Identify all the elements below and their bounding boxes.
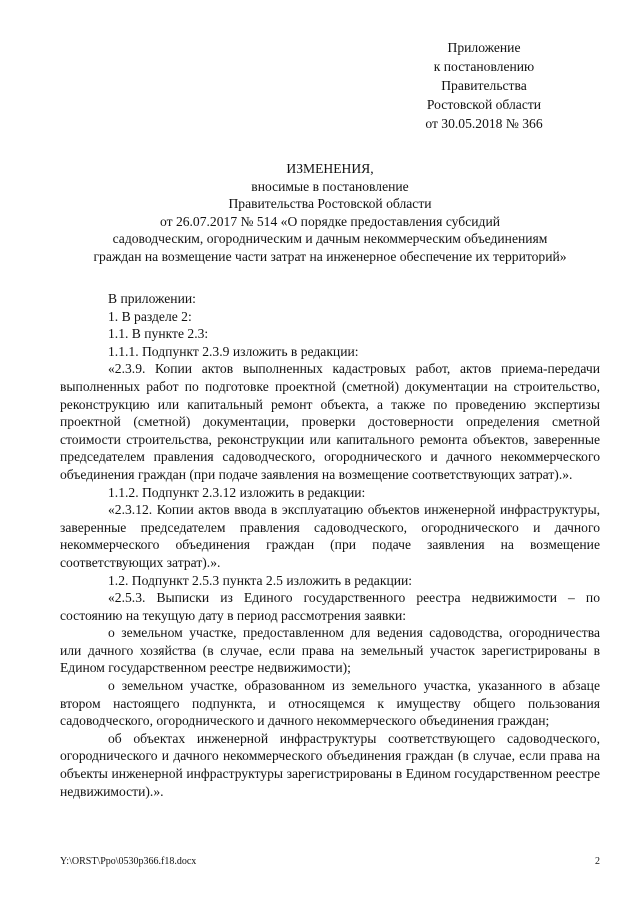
body-paragraph: В приложении: xyxy=(108,291,196,306)
body-paragraph: 1.1.1. Подпункт 2.3.9 изложить в редакции: xyxy=(108,343,359,359)
appendix-line: Приложение xyxy=(447,40,521,55)
title-line: Правительства Ростовской области xyxy=(228,196,432,212)
body-paragraph: 1.1.2. Подпункт 2.3.12 изложить в редакции: xyxy=(108,484,366,500)
title-line: вносимые в постановление xyxy=(251,178,409,194)
title-line: от 26.07.2017 № 514 «О порядке предоставления субсидий xyxy=(159,213,500,229)
body-paragraph: об объектах инженерной инфраструктуры соответствующего садоводческого, огороднического и дачного некоммерческого объединения граждан (в случае, если права на объекты инженерной инфраструктуры зарегистрированы в Едином государственном реестре недвижимости).». xyxy=(60,730,600,799)
title-heading: ИЗМЕНЕНИЯ, xyxy=(286,161,374,176)
body-paragraph: 1.2. Подпункт 2.5.3 пункта 2.5 изложить в редакции: xyxy=(108,572,413,588)
document-title xyxy=(60,160,600,266)
body-paragraph: 1. В разделе 2: xyxy=(108,308,192,324)
appendix-header xyxy=(404,38,564,133)
appendix-line: Правительства xyxy=(441,78,527,93)
appendix-line: от 30.05.2018 № 366 xyxy=(425,116,543,131)
title-line: садоводческим, огородническим и дачным некоммерческим объединениям xyxy=(112,231,548,247)
file-path: Y:\ORST\Ppo\0530p366.f18.docx xyxy=(60,856,197,867)
body-paragraph: 1.1. В пункте 2.3: xyxy=(108,326,209,342)
appendix-line: к постановлению xyxy=(433,59,535,74)
body-paragraph: «2.5.3. Выписки из Единого государственного реестра недвижимости – по состоянию на текущую дату в период рассмотрения заявки: xyxy=(60,590,600,623)
appendix-line: Ростовской области xyxy=(426,97,542,112)
body-paragraph: «2.3.12. Копии актов ввода в эксплуатацию объектов инженерной инфраструктуры, заверенные председателем правления садоводческого, огороднического и дачного некоммерческого объединения граждан (при подаче заявления на возмещение соответствующих затрат).». xyxy=(60,502,600,570)
document-body xyxy=(60,290,600,800)
body-paragraph: о земельном участке, образованном из земельного участка, указанного в абзаце втором настоящего подпункта, и относящемся к имуществу общего пользования садоводческого, огороднического и дачного некоммерческого объединения граждан; xyxy=(60,678,600,729)
body-paragraph: о земельном участке, предоставленном для ведения садоводства, огородничества или дачного хозяйства (в случае, если права на земельный участок зарегистрированы в Едином государственном реестре недвижимости); xyxy=(60,625,600,676)
page-number: 2 xyxy=(595,856,600,867)
title-line: граждан на возмещение части затрат на инженерное обеспечение их территорий» xyxy=(93,248,567,264)
body-paragraph: «2.3.9. Копии актов выполненных кадастровых работ, актов приема-передачи выполненных работ по подготовке проектной (сметной) документации на строительство, реконструкцию или капитальный ремонт объекта, а также по проведению экспертизы проектной (сметной) документации, проверки достоверности определения сметной стоимости строительства, реконструкции или капитального ремонта объектов, заверенные председателем правления садоводческого, огороднического и дачного некоммерческого объединения граждан (при подаче заявления на возмещение соответствующих затрат).». xyxy=(60,361,600,482)
